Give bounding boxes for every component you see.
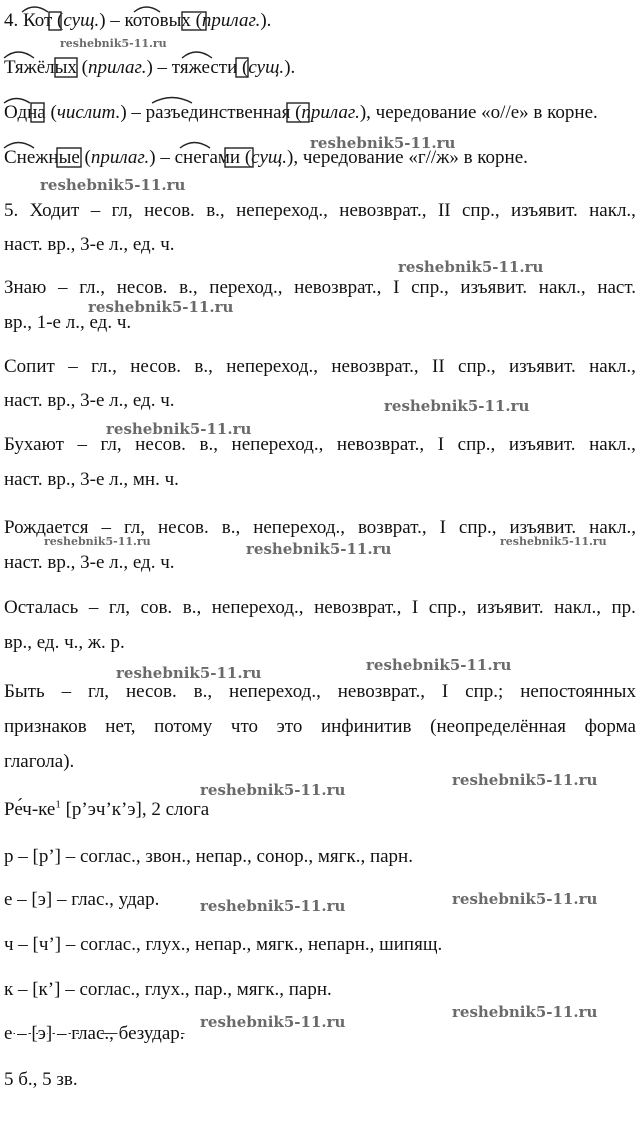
transcription: [р’эч’к’э], 2 слога	[60, 799, 210, 820]
word: Ходит	[29, 200, 80, 221]
word: невозврат.,	[294, 277, 382, 298]
verb-sopit-line1	[4, 355, 636, 379]
word: I	[439, 517, 446, 538]
word: несов.	[125, 681, 177, 702]
pos-label: сущ.	[251, 147, 287, 168]
word: –	[61, 681, 72, 702]
word: инфинитив	[320, 716, 412, 737]
word: изъявит.	[476, 597, 544, 618]
word: гл,	[88, 681, 110, 702]
word: –	[88, 597, 99, 618]
word: Знаю	[4, 277, 47, 298]
watermark: reshebnik5-11.ru	[88, 298, 234, 316]
watermark: reshebnik5-11.ru	[366, 656, 512, 674]
word: это	[276, 716, 303, 737]
watermark: reshebnik5-11.ru	[60, 37, 167, 50]
word: изъявит.	[508, 434, 576, 455]
word: невозврат.,	[314, 597, 402, 618]
verb-buhayut-line1	[4, 433, 636, 457]
watermark: reshebnik5-11.ru	[40, 176, 186, 194]
word-odna: Одна (	[4, 102, 57, 123]
watermark: reshebnik5-11.ru	[398, 258, 544, 276]
word: в.,	[206, 200, 225, 221]
verb-rozhdaetsya-line2: наст. вр., 3-е л., ед. ч.	[4, 552, 175, 573]
verb-hodit-line1	[4, 199, 636, 223]
word: несов.	[158, 517, 209, 538]
watermark: reshebnik5-11.ru	[200, 781, 346, 799]
morpheme-marks-drawing	[0, 0, 640, 200]
paren: ).	[284, 57, 296, 78]
word: непереход.,	[253, 517, 345, 538]
verb-hodit-line2: наст. вр., 3-е л., ед. ч.	[4, 234, 175, 255]
paren: ).	[260, 10, 272, 31]
word-razedinstvennaya: ) – разъединственная (	[120, 102, 302, 123]
pos-label: прилаг.	[88, 57, 147, 78]
sound-row: е – [э] – глас., удар.	[4, 889, 160, 910]
word: гл.,	[79, 277, 106, 298]
verb-znayu-line2: вр., 1-е л., ед. ч.	[4, 312, 132, 333]
verb-byt-line1	[4, 680, 636, 704]
alternation-note: ), чередование «г//ж» в корне.	[287, 147, 528, 168]
pos-label: сущ.	[63, 10, 100, 31]
word: несов.	[116, 277, 168, 298]
word: спр.;	[465, 681, 504, 702]
word-snezhnye: Снежные (	[4, 147, 91, 168]
word: гл,	[123, 517, 146, 538]
verb-byt-line3: глагола).	[4, 751, 75, 772]
word: потому	[154, 716, 213, 737]
word: непереход.,	[229, 681, 321, 702]
word: несов.	[135, 434, 186, 455]
verb-znayu-line1	[4, 276, 636, 300]
word: (неопределённая	[430, 716, 566, 737]
word: в.,	[221, 517, 241, 538]
word: невозврат.,	[337, 681, 425, 702]
word-kotovyh: ) – котовых (	[99, 10, 202, 31]
word: I	[411, 597, 419, 618]
verb-ostalas-line1	[4, 596, 636, 620]
word: невозврат.,	[331, 356, 419, 377]
word: накл.,	[589, 517, 636, 538]
word: непереход.,	[211, 597, 304, 618]
word: Сопит	[4, 356, 55, 377]
watermark: reshebnik5-11.ru	[200, 1013, 346, 1031]
word: несов.	[144, 200, 195, 221]
word: пр.	[611, 597, 636, 618]
word: непереход.,	[236, 200, 328, 221]
word: невозврат.,	[336, 434, 425, 455]
watermark: reshebnik5-11.ru	[44, 535, 151, 548]
word: в.,	[194, 356, 213, 377]
pos-label: прилаг.	[90, 147, 150, 168]
word: Рождается	[4, 517, 89, 538]
watermark: reshebnik5-11.ru	[106, 420, 252, 438]
word: I	[393, 277, 400, 298]
word: накл.,	[554, 597, 601, 618]
word: наст.	[597, 277, 636, 298]
pos-label: числит.	[56, 102, 121, 123]
footnote-mark: 1	[55, 798, 61, 811]
word: в.,	[182, 597, 202, 618]
word: I	[441, 681, 449, 702]
word: в.,	[179, 277, 198, 298]
verb-byt-line2	[4, 715, 636, 739]
word: изъявит.	[509, 517, 577, 538]
letters-sounds-total: 5 б., 5 зв.	[4, 1069, 78, 1090]
paren: (	[57, 10, 64, 31]
word: накл.,	[589, 356, 636, 377]
sound-row: е – [э] – глас., безудар.	[4, 1023, 185, 1044]
watermark: reshebnik5-11.ru	[310, 134, 456, 152]
alternation-note: ), чередование «о//е» в корне.	[359, 102, 598, 123]
word: изъявит.	[509, 356, 576, 377]
phonetic-word: Ре́ч-ке	[4, 799, 56, 820]
word-tyazhelyh: Тяжёлых (	[4, 57, 89, 78]
word: непереход.,	[226, 356, 318, 377]
word: спр.,	[462, 200, 500, 221]
word: гл,	[100, 434, 122, 455]
word: гл,	[111, 200, 133, 221]
word: II	[437, 200, 451, 221]
word: непереход.,	[231, 434, 324, 455]
sound-row: р – [р’] – соглас., звон., непар., сонор., мягк., парн.	[4, 846, 413, 867]
word-kot: 4. Кот	[4, 10, 53, 31]
pos-label: прилаг.	[201, 10, 261, 31]
word: –	[58, 277, 68, 298]
word: в.,	[193, 681, 213, 702]
sound-row: к – [к’] – соглас., глух., пар., мягк., парн.	[4, 979, 332, 1000]
watermark: reshebnik5-11.ru	[500, 535, 607, 548]
word: спр.,	[457, 434, 496, 455]
word: –	[101, 517, 111, 538]
word: изъявит.	[511, 200, 578, 221]
watermark: reshebnik5-11.ru	[452, 1003, 598, 1021]
word: несов.	[130, 356, 181, 377]
word: спр.,	[458, 356, 496, 377]
word: изъявит.	[460, 277, 528, 298]
word-tyazhesti: ) – тяжести (	[146, 57, 249, 78]
pos-label: прилаг.	[301, 102, 360, 123]
word: гл.,	[91, 356, 117, 377]
watermark: reshebnik5-11.ru	[200, 897, 346, 915]
verb-sopit-line2: наст. вр., 3-е л., ед. ч.	[4, 390, 175, 411]
word: –	[90, 200, 101, 221]
watermark: reshebnik5-11.ru	[116, 664, 262, 682]
watermark: reshebnik5-11.ru	[246, 540, 392, 558]
word: в.,	[199, 434, 218, 455]
word: возврат.,	[357, 517, 427, 538]
word-snegami: ) – снегами (	[149, 147, 252, 168]
word: накл.,	[589, 200, 636, 221]
word: нет,	[105, 716, 136, 737]
word: спр.,	[458, 517, 497, 538]
verb-buhayut-line2: наст. вр., 3-е л., мн. ч.	[4, 469, 179, 490]
word: признаков	[4, 716, 87, 737]
phonetic-heading	[4, 798, 209, 822]
word: спр.,	[411, 277, 449, 298]
word: –	[68, 356, 78, 377]
word: непостоянных	[520, 681, 636, 702]
word: переход.,	[209, 277, 283, 298]
watermark: reshebnik5-11.ru	[452, 890, 598, 908]
word: сов.	[140, 597, 173, 618]
word: невозврат.,	[339, 200, 427, 221]
word: II	[432, 356, 445, 377]
word: Осталась	[4, 597, 79, 618]
pos-label: сущ.	[248, 57, 285, 78]
word: гл,	[108, 597, 130, 618]
word: –	[77, 434, 87, 455]
word: накл.,	[538, 277, 586, 298]
watermark: reshebnik5-11.ru	[452, 771, 598, 789]
word: что	[230, 716, 258, 737]
word: форма	[584, 716, 636, 737]
word: 5.	[4, 200, 19, 221]
verb-ostalas-line2: вр., ед. ч., ж. р.	[4, 632, 125, 653]
word: накл.,	[589, 434, 636, 455]
word: Бухают	[4, 434, 64, 455]
word: I	[437, 434, 445, 455]
watermark: reshebnik5-11.ru	[384, 397, 530, 415]
sound-row: ч – [ч’] – соглас., глух., непар., мягк., непарн., шипящ.	[4, 934, 443, 955]
word: Быть	[4, 681, 45, 702]
word: спр.,	[428, 597, 467, 618]
